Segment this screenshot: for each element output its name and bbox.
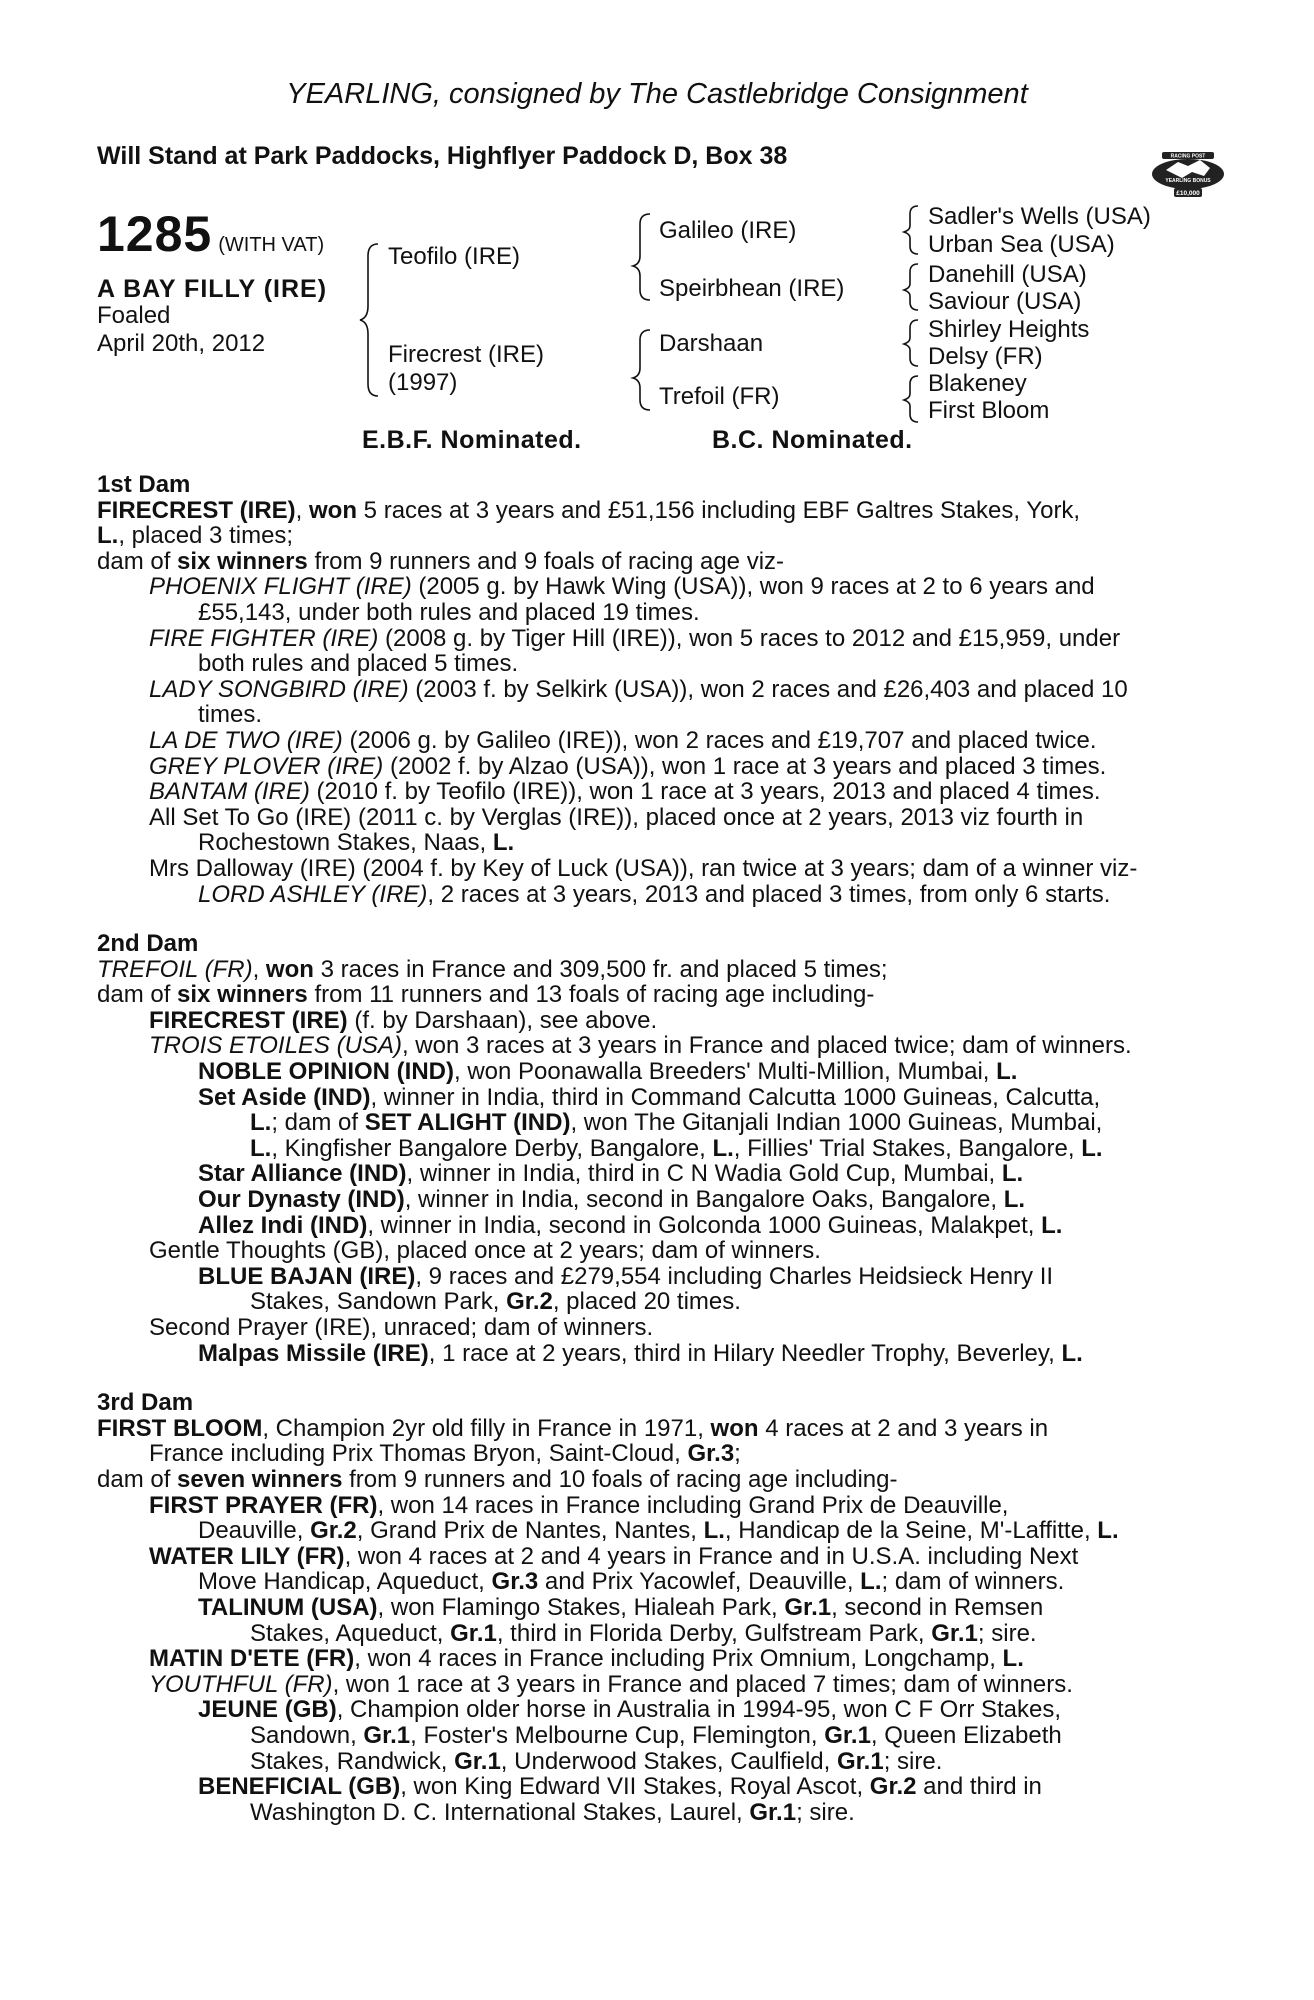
produce-item: PHOENIX FLIGHT (IRE) (2005 g. by Hawk Wing (USA)), won 9 races at 2 to 6 years and <box>149 573 1095 601</box>
pedigree-ddd: First Bloom <box>928 397 1050 424</box>
grand-produce-item: JEUNE (GB), Champion older horse in Australia in 1994-95, won C F Orr Stakes, <box>198 1696 1062 1724</box>
produce-item: MATIN D'ETE (FR), won 4 races in France including Prix Omnium, Longchamp, L. <box>149 1645 1024 1673</box>
produce-item-cont: LORD ASHLEY (IRE), 2 races at 3 years, 2013 and placed 3 times, from only 6 starts. <box>198 880 1111 908</box>
grand-produce-item: NOBLE OPINION (IND), won Poonawalla Breeders' Multi-Million, Mumbai, L. <box>198 1058 1018 1086</box>
ebf-nominated: E.B.F. Nominated. <box>362 426 582 454</box>
second-dam-record: TREFOIL (FR), won 3 races in France and 309,500 fr. and placed 5 times; <box>97 955 888 983</box>
produce-item-cont: Deauville, Gr.2, Grand Prix de Nantes, Nantes, L., Handicap de la Seine, M'-Laffitte, L. <box>198 1517 1119 1545</box>
grand-produce-item: Our Dynasty (IND), winner in India, second in Bangalore Oaks, Bangalore, L. <box>198 1186 1026 1214</box>
produce-item: LADY SONGBIRD (IRE) (2003 f. by Selkirk (USA)), won 2 races and £26,403 and placed 10 <box>149 675 1128 703</box>
logo-top-text: RACING POST <box>1170 153 1206 160</box>
third-dam-record: FIRST BLOOM, Champion 2yr old filly in France in 1971, won 4 races at 2 and 3 years in <box>97 1414 1049 1442</box>
grand-produce-item-cont: Stakes, Sandown Park, Gr.2, placed 20 times. <box>250 1288 741 1316</box>
pedigree-dss: Shirley Heights <box>928 316 1090 343</box>
produce-item: TROIS ETOILES (USA), won 3 races at 3 years in France and placed twice; dam of winners. <box>149 1032 1132 1060</box>
bc-nominated: B.C. Nominated. <box>712 426 913 454</box>
first-dam-record: FIRECREST (IRE), won 5 races at 3 years and £51,156 including EBF Galtres Stakes, York, <box>97 496 1081 524</box>
produce-item-cont: times. <box>198 701 263 729</box>
pedigree-dam-year: (1997) <box>388 369 458 396</box>
catalogue-body <box>97 472 1205 1825</box>
produce-item: FIRE FIGHTER (IRE) (2008 g. by Tiger Hill (IRE)), won 5 races to 2012 and £15,959, under <box>149 624 1121 652</box>
produce-item: YOUTHFUL (FR), won 1 race at 3 years in France and placed 7 times; dam of winners. <box>149 1670 1073 1698</box>
pedigree-dam-dam: Trefoil (FR) <box>659 383 780 410</box>
grand-produce-item-cont: Washington D. C. International Stakes, Laurel, Gr.1; sire. <box>250 1798 855 1826</box>
produce-item-cont: Move Handicap, Aqueduct, Gr.3 and Prix Yacowlef, Deauville, L.; dam of winners. <box>198 1568 1065 1596</box>
pedigree-dam-sire: Darshaan <box>659 330 764 357</box>
pedigree-dsd: Delsy (FR) <box>928 343 1043 370</box>
pedigree-sds: Danehill (USA) <box>928 261 1087 288</box>
produce-item: FIRECREST (IRE) (f. by Darshaan), see above. <box>149 1006 658 1034</box>
first-dam-produce-intro: dam of six winners from 9 runners and 9 foals of racing age viz- <box>97 547 785 575</box>
grand-produce-item: Malpas Missile (IRE), 1 race at 2 years, third in Hilary Needler Trophy, Beverley, L. <box>198 1339 1083 1367</box>
pedigree-sire: Teofilo (IRE) <box>388 243 521 270</box>
grand-produce-item-cont: Sandown, Gr.1, Foster's Melbourne Cup, Flemington, Gr.1, Queen Elizabeth <box>250 1721 1062 1749</box>
first-dam-heading: 1st Dam <box>97 471 191 498</box>
pedigree-ssd: Urban Sea (USA) <box>928 231 1115 258</box>
produce-item-cont: both rules and placed 5 times. <box>198 650 519 678</box>
produce-item: BANTAM (IRE) (2010 f. by Teofilo (IRE)), won 1 race at 3 years, 2013 and placed 4 times. <box>149 778 1101 806</box>
produce-item-cont: £55,143, under both rules and placed 19 times. <box>198 598 700 626</box>
pedigree-sdd: Saviour (USA) <box>928 288 1082 315</box>
pedigree-sss: Sadler's Wells (USA) <box>928 203 1151 230</box>
produce-item: FIRST PRAYER (FR), won 14 races in France including Grand Prix de Deauville, <box>149 1491 1009 1519</box>
second-dam-produce-intro: dam of six winners from 11 runners and 13 foals of racing age including- <box>97 981 875 1009</box>
produce-item: GREY PLOVER (IRE) (2002 f. by Alzao (USA)), won 1 race at 3 years and placed 3 times. <box>149 752 1107 780</box>
produce-item: Gentle Thoughts (GB), placed once at 2 years; dam of winners. <box>149 1237 821 1265</box>
foaled-date: April 20th, 2012 <box>97 330 266 357</box>
produce-item: All Set To Go (IRE) (2011 c. by Verglas (IRE)), placed once at 2 years, 2013 viz fourth in <box>149 803 1084 831</box>
grand-produce-item: BENEFICIAL (GB), won King Edward VII Stakes, Royal Ascot, Gr.2 and third in <box>198 1773 1042 1801</box>
logo-mid-text: YEARLING BONUS <box>1165 178 1211 184</box>
first-dam-record-cont: L., placed 3 times; <box>97 522 294 550</box>
stand-location: Will Stand at Park Paddocks, Highflyer Paddock D, Box 38 <box>97 142 788 170</box>
lot-vat: (WITH VAT) <box>218 234 325 256</box>
catalogue-heading: YEARLING, consigned by The Castlebridge Consignment <box>286 78 1028 110</box>
grand-produce-item: Allez Indi (IND), winner in India, second in Golconda 1000 Guineas, Malakpet, L. <box>198 1211 1063 1239</box>
third-dam-produce-intro: dam of seven winners from 9 runners and 10 foals of racing age including- <box>97 1465 898 1493</box>
foaled-label: Foaled <box>97 302 171 329</box>
grand-produce-item-cont: Stakes, Aqueduct, Gr.1, third in Florida Derby, Gulfstream Park, Gr.1; sire. <box>250 1619 1037 1647</box>
pedigree-sire-sire: Galileo (IRE) <box>659 217 797 244</box>
grand-produce-item: TALINUM (USA), won Flamingo Stakes, Hialeah Park, Gr.1, second in Remsen <box>198 1593 1044 1621</box>
produce-item: Mrs Dalloway (IRE) (2004 f. by Key of Luck (USA)), ran twice at 3 years; dam of a winner viz- <box>149 854 1138 882</box>
produce-item: WATER LILY (FR), won 4 races at 2 and 4 years in France and in U.S.A. including Next <box>149 1542 1079 1570</box>
lot-number: 1285 <box>97 206 213 262</box>
produce-item: LA DE TWO (IRE) (2006 g. by Galileo (IRE)), won 2 races and £19,707 and placed twice. <box>149 726 1097 754</box>
pedigree-dam: Firecrest (IRE) <box>388 341 544 368</box>
third-dam-heading: 3rd Dam <box>97 1389 194 1417</box>
grand-produce-item-cont: L.; dam of SET ALIGHT (IND), won The Gitanjali Indian 1000 Guineas, Mumbai, <box>250 1109 1103 1137</box>
grand-produce-item: Set Aside (IND), winner in India, third in Command Calcutta 1000 Guineas, Calcutta, <box>198 1083 1101 1111</box>
grand-produce-item-cont: Stakes, Randwick, Gr.1, Underwood Stakes, Caulfield, Gr.1; sire. <box>250 1747 943 1775</box>
third-dam-record-cont: France including Prix Thomas Bryon, Saint-Cloud, Gr.3; <box>149 1440 741 1468</box>
produce-item-cont: Rochestown Stakes, Naas, L. <box>198 829 515 857</box>
grand-produce-item-cont: L., Kingfisher Bangalore Derby, Bangalore, L., Fillies' Trial Stakes, Bangalore, L. <box>250 1134 1103 1162</box>
second-dam-heading: 2nd Dam <box>97 930 199 958</box>
grand-produce-item: BLUE BAJAN (IRE), 9 races and £279,554 including Charles Heidsieck Henry II <box>198 1262 1054 1290</box>
produce-item: Second Prayer (IRE), unraced; dam of winners. <box>149 1314 654 1341</box>
pedigree-sire-dam: Speirbhean (IRE) <box>659 275 845 302</box>
logo-bottom-text: £10,000 <box>1176 190 1200 197</box>
horse-name: A BAY FILLY (IRE) <box>97 275 328 303</box>
grand-produce-item: Star Alliance (IND), winner in India, third in C N Wadia Gold Cup, Mumbai, L. <box>198 1160 1024 1188</box>
pedigree-dds: Blakeney <box>928 370 1027 397</box>
